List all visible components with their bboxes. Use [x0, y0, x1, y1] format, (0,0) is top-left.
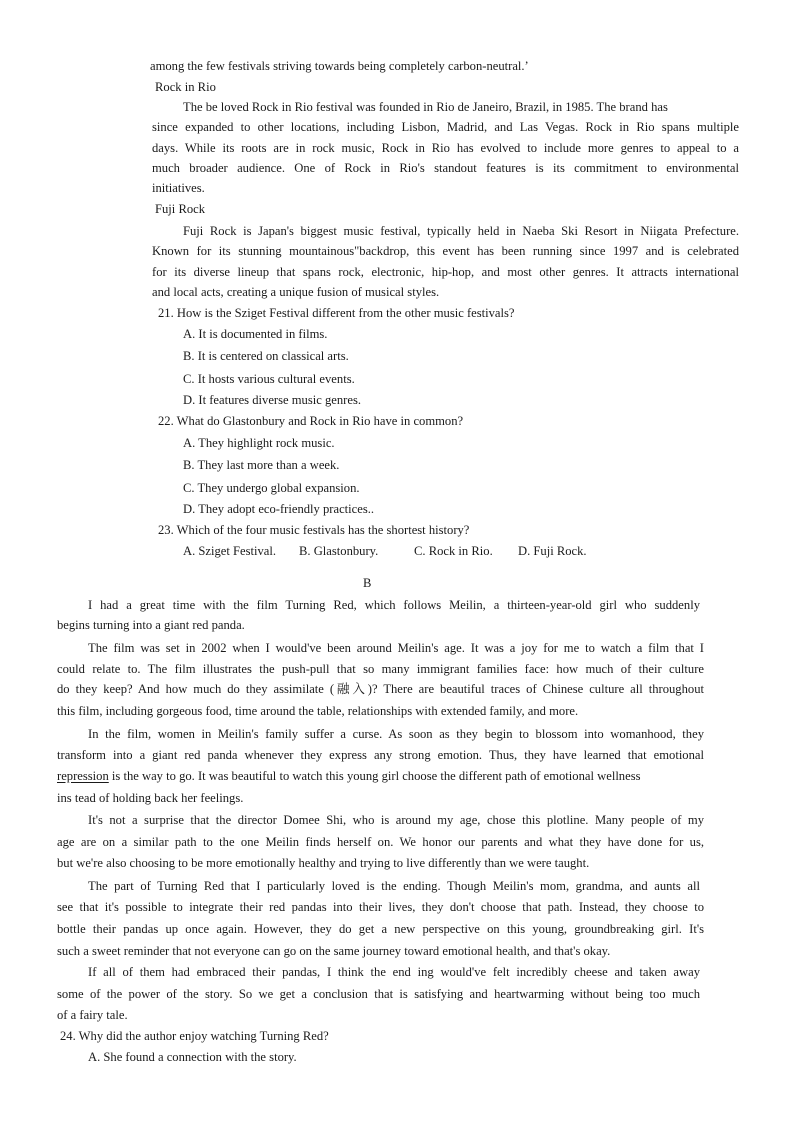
- question-22-option-b[interactable]: B. They last more than a week.: [183, 458, 340, 472]
- question-23-option-c[interactable]: C. Rock in Rio.: [414, 544, 493, 558]
- rock-in-rio-line-2: since expanded to other locations, including Lisbon, Madrid, and Las Vegas. Rock in Rio spans multiple: [152, 120, 739, 134]
- question-22-stem: 22. What do Glastonbury and Rock in Rio have in common?: [158, 414, 464, 428]
- b-paragraph-3-line-2: transform into a giant red panda whenever they express any strong emotion. Thus, they have learned that emotional: [57, 748, 704, 762]
- b-paragraph-5-line-2: see that it's possible to integrate their red pandas into their lives, they don't choose that path. Instead, they choose to: [57, 900, 704, 914]
- b-paragraph-1-line-2: begins turning into a giant red panda.: [57, 618, 245, 632]
- fuji-rock-line-3: for its diverse lineup that spans rock, electronic, hip-hop, and most other genres. It attracts international: [152, 265, 739, 279]
- b-paragraph-5-line-3: bottle their pandas up once again. However, they do get a new perspective on this young, groundbreaking girl. It's: [57, 922, 704, 936]
- section-b-letter: B: [363, 576, 372, 590]
- intro-tail-line: among the few festivals striving towards being completely carbon-neutral.’: [150, 59, 529, 73]
- b-paragraph-4-line-3: but we're also choosing to be more emotionally healthy and trying to live differently than we were taught.: [57, 856, 590, 870]
- b-paragraph-4-line-2: age are on a similar path to the one Meilin finds herself on. We honor our parents and what they have done for us,: [57, 835, 704, 849]
- fuji-rock-heading: Fuji Rock: [155, 202, 206, 216]
- fuji-rock-line-1: Fuji Rock is Japan's biggest music festival, typically held in Naeba Ski Resort in Niigata Prefecture.: [183, 224, 739, 238]
- question-22-option-d[interactable]: D. They adopt eco-friendly practices..: [183, 502, 375, 516]
- question-21-option-d[interactable]: D. It features diverse music genres.: [183, 393, 361, 407]
- rock-in-rio-heading: Rock in Rio: [155, 80, 216, 94]
- b-paragraph-3-line-3: [57, 768, 704, 784]
- question-23-option-b[interactable]: B. Glastonbury.: [299, 544, 379, 558]
- rock-in-rio-line-3: days. While its roots are in rock music, Rock in Rio has evolved to include more genres to appeal to a: [152, 141, 739, 155]
- b-paragraph-4-line-1: It's not a surprise that the director Domee Shi, who is around my age, chose this plotline. Many people of my: [88, 813, 704, 827]
- b-paragraph-6-line-1: If all of them had embraced their pandas, I think the end ing would've felt incredibly cheese and taken away: [88, 965, 700, 979]
- b-paragraph-5-line-4: such a sweet reminder that not everyone can go on the same journey toward emotional health, and that's okay.: [57, 944, 611, 958]
- b-paragraph-3-line-4: ins tead of holding back her feelings.: [57, 791, 244, 805]
- b-paragraph-6-line-2: some of the power of the story. So we get a conclusion that is satisfying and heartwarming without being too much: [57, 987, 700, 1001]
- question-24-option-a[interactable]: A. She found a connection with the story.: [88, 1050, 297, 1064]
- b-paragraph-1-line-1: I had a great time with the film Turning Red, which follows Meilin, a thirteen-year-old girl who suddenly: [88, 598, 700, 612]
- b-paragraph-3-line-3-rest: is the way to go. It was beautiful to watch this young girl choose the different path of emotional wellness: [108, 769, 641, 783]
- rock-in-rio-line-1: The be loved Rock in Rio festival was founded in Rio de Janeiro, Brazil, in 1985. The brand has: [183, 100, 668, 114]
- question-23-stem: 23. Which of the four music festivals has the shortest history?: [158, 523, 470, 537]
- question-22-option-c[interactable]: C. They undergo global expansion.: [183, 481, 360, 495]
- b-paragraph-2-line-3: do they keep? And how much do they assimilate (融入)? There are beautiful traces of Chinese culture all throughout: [57, 682, 704, 696]
- b-paragraph-2-line-2: could relate to. The film illustrates the push-pull that so many immigrant families face: how much of their culture: [57, 662, 704, 676]
- rock-in-rio-line-5: initiatives.: [152, 181, 205, 195]
- fuji-rock-line-2: Known for its stunning mountainous"backdrop, this event has been running since 1997 and is celebrated: [152, 244, 739, 258]
- question-21-option-b[interactable]: B. It is centered on classical arts.: [183, 349, 349, 363]
- question-21-option-c[interactable]: C. It hosts various cultural events.: [183, 372, 355, 386]
- b-paragraph-2-line-4: this film, including gorgeous food, time around the table, relationships with extended family, and more.: [57, 704, 579, 718]
- question-23-option-a[interactable]: A. Sziget Festival.: [183, 544, 277, 558]
- b-paragraph-2-line-1: The film was set in 2002 when I would've been around Meilin's age. It was a joy for me to watch a film that I: [88, 641, 704, 655]
- b-paragraph-6-line-3: of a fairy tale.: [57, 1008, 128, 1022]
- rock-in-rio-line-4: much broader audience. One of Rock in Rio's standout features is its commitment to environmental: [152, 161, 739, 175]
- underlined-word-repression: repression: [57, 769, 109, 783]
- b-paragraph-3-line-1: In the film, women in Meilin's family suffer a curse. As soon as they begin to blossom into womanhood, they: [88, 727, 704, 741]
- question-21-option-a[interactable]: A. It is documented in films.: [183, 327, 328, 341]
- fuji-rock-line-4: and local acts, creating a unique fusion of musical styles.: [152, 285, 440, 299]
- question-21-stem: 21. How is the Sziget Festival different from the other music festivals?: [158, 306, 515, 320]
- b-paragraph-5-line-1: The part of Turning Red that I particularly loved is the ending. Though Meilin's mom, grandma, and aunts all: [88, 879, 700, 893]
- question-24-stem: 24. Why did the author enjoy watching Turning Red?: [60, 1029, 329, 1043]
- question-23-option-d[interactable]: D. Fuji Rock.: [518, 544, 587, 558]
- question-22-option-a[interactable]: A. They highlight rock music.: [183, 436, 335, 450]
